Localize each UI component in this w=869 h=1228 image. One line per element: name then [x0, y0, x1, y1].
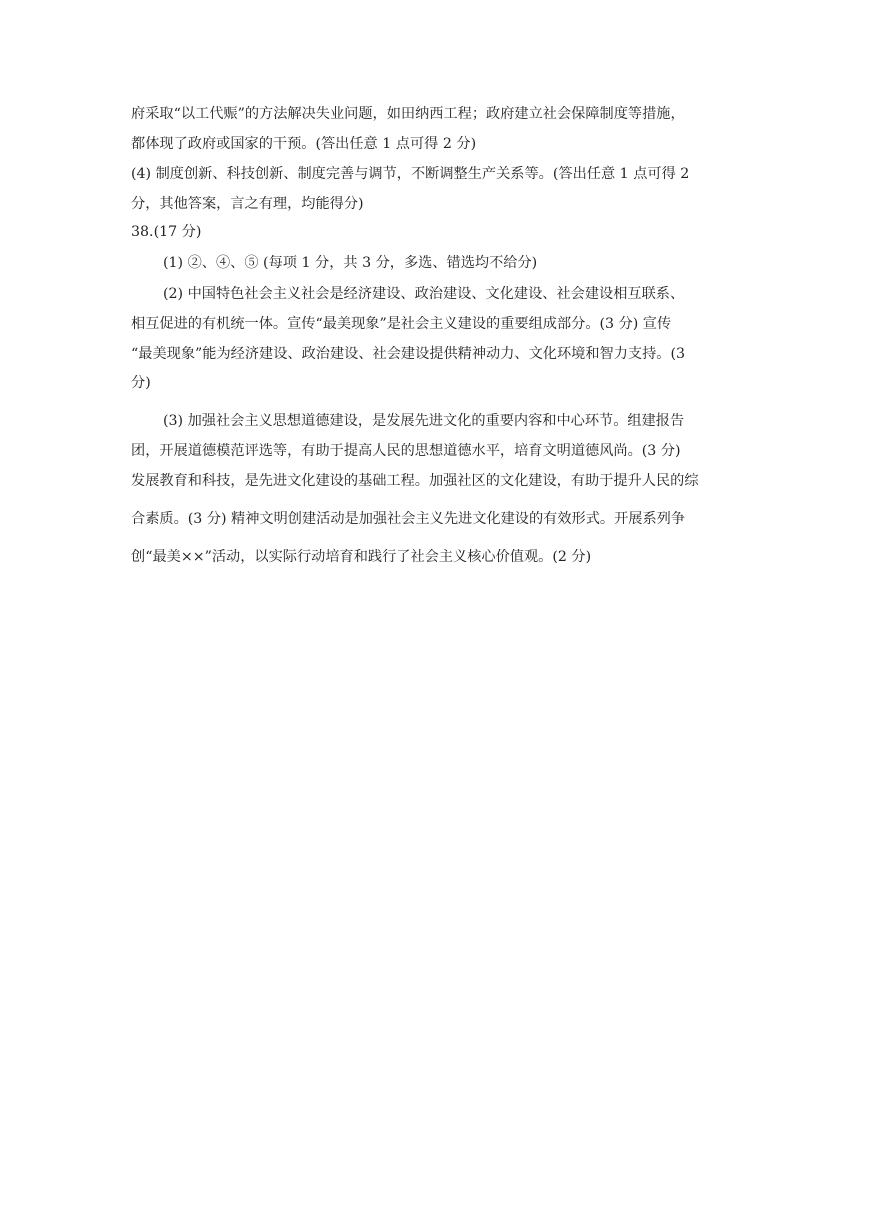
answer-38-part-2-line-3: “最美现象”能为经济建设、政治建设、社会建设提供精神动力、文化环境和智力支持。(3 [131, 346, 686, 362]
answer-38-part-3-line-3: 发展教育和科技，是先进文化建设的基础工程。加强社区的文化建设，有助于提升人民的综 [131, 473, 699, 489]
text-line-2: 都体现了政府或国家的干预。(答出任意 1 点可得 2 分) [131, 136, 477, 152]
answer-38-part-2-line-1: (2) 中国特色社会主义社会是经济建设、政治建设、文化建设、社会建设相互联系、 [163, 286, 685, 302]
question-38-heading: 38.(17 分) [131, 224, 202, 240]
text-line-3: (4) 制度创新、科技创新、制度完善与调节，不断调整生产关系等。(答出任意 1 点可得 2 [131, 166, 690, 182]
answer-38-part-3-line-1: (3) 加强社会主义思想道德建设，是发展先进文化的重要内容和中心环节。组建报告 [163, 413, 685, 429]
text-line-4: 分，其他答案，言之有理，均能得分) [131, 196, 364, 212]
text-line-1: 府采取“以工代赈”的方法解决失业问题，如田纳西工程；政府建立社会保障制度等措施， [131, 106, 685, 122]
answer-38-part-2-line-2: 相互促进的有机统一体。宣传“最美现象”是社会主义建设的重要组成部分。(3 分) 宣传 [131, 316, 672, 332]
answer-38-part-1: (1) ②、④、⑤ (每项 1 分，共 3 分，多选、错选均不给分) [163, 255, 538, 271]
answer-38-part-2-line-4: 分) [131, 375, 151, 391]
answer-38-part-3-line-4: 合素质。(3 分) 精神文明创建活动是加强社会主义先进文化建设的有效形式。开展系列争 [131, 511, 686, 527]
answer-38-part-3-line-2: 团，开展道德模范评选等，有助于提高人民的思想道德水平，培育文明道德风尚。(3 分) [131, 443, 681, 459]
answer-38-part-3-line-5: 创“最美××”活动，以实际行动培育和践行了社会主义核心价值观。(2 分) [131, 549, 592, 565]
